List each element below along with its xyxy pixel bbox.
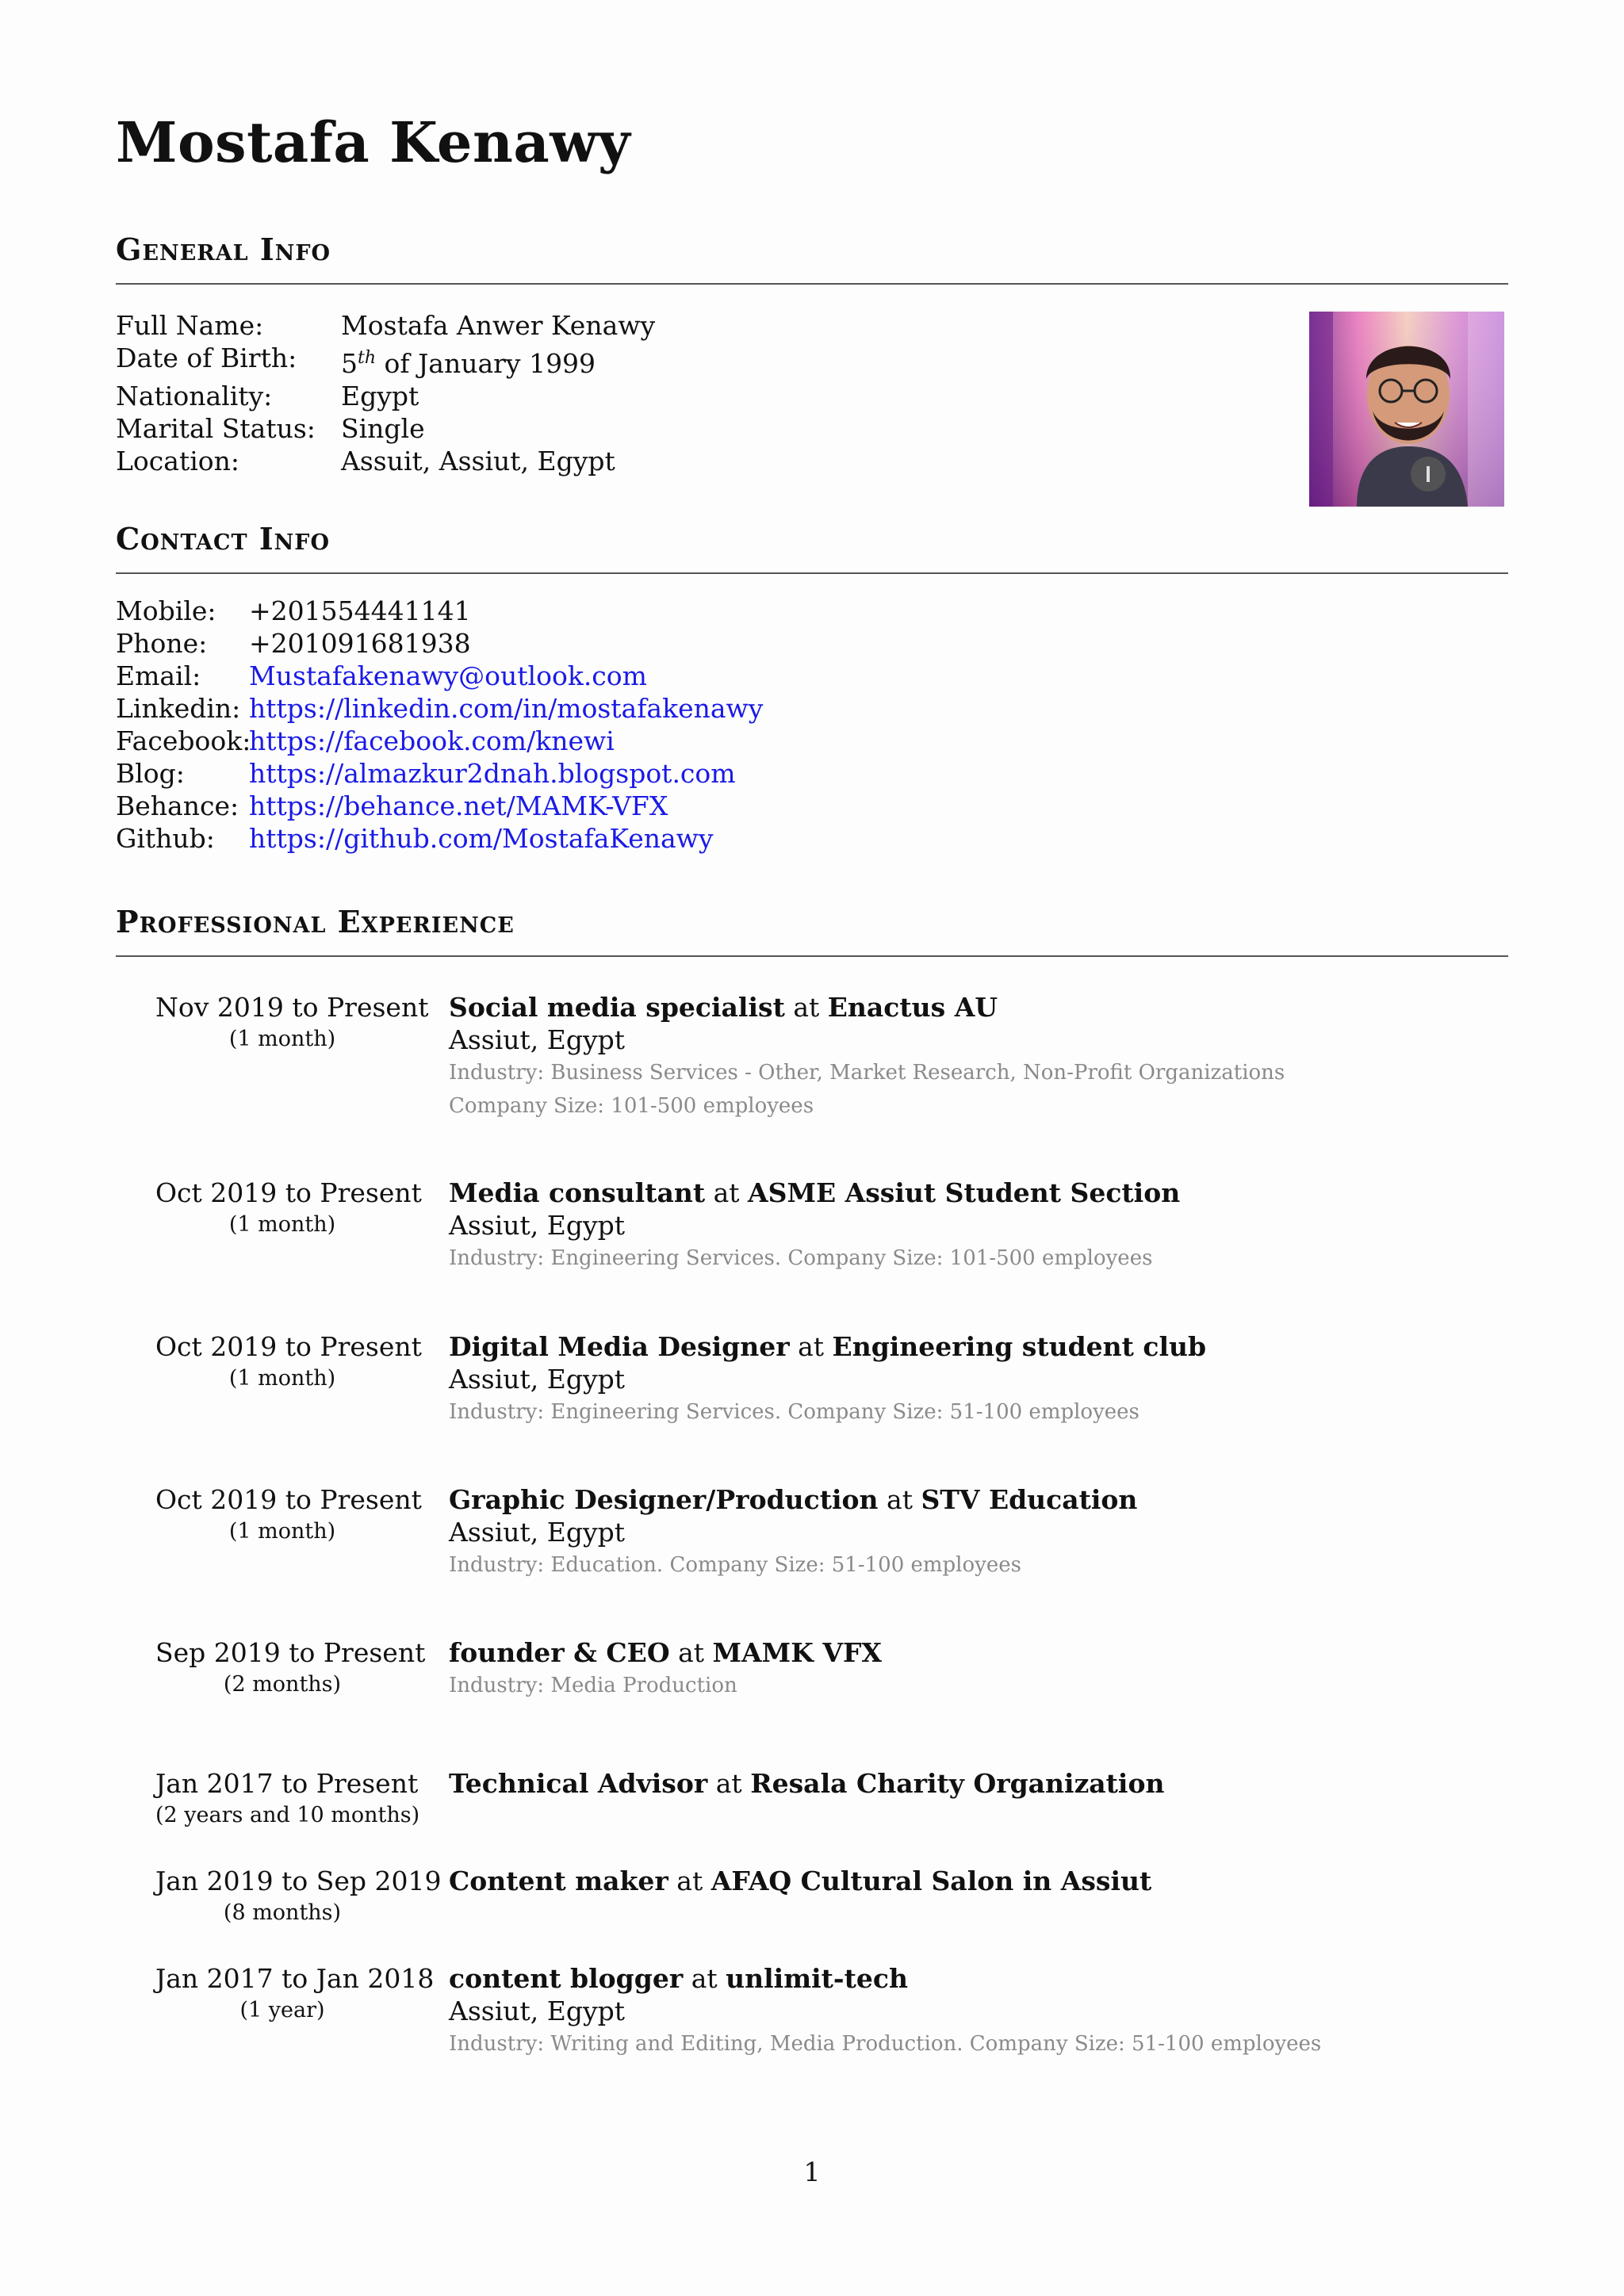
field-label: Phone: (116, 628, 208, 659)
job-duration: (1 month) (228, 1212, 336, 1237)
job-date-range: Jan 2017 to Jan 2018 (155, 1963, 435, 1994)
job-date-range: Oct 2019 to Present (155, 1484, 422, 1515)
job-connector: at (676, 1866, 703, 1896)
field-label: Mobile: (116, 595, 216, 626)
job-company: unlimit-tech (726, 1963, 908, 1994)
job-company-size: Company Size: 101-500 employees (449, 1094, 814, 1118)
job-details (449, 1962, 1321, 2061)
linkedin-link[interactable]: https://linkedin.com/in/mostafakenawy (249, 693, 764, 724)
job-role: Content maker (449, 1866, 668, 1896)
contact-row (116, 790, 763, 822)
email-link[interactable]: Mustafakenawy@outlook.com (249, 660, 647, 691)
job-company: Engineering student club (832, 1331, 1207, 1362)
field-label: Facebook: (116, 725, 251, 756)
job-title-line (449, 1865, 1151, 1897)
field-label: Date of Birth: (116, 342, 297, 373)
job-connector: at (713, 1177, 740, 1208)
job-location: Assiut, Egypt (449, 1364, 625, 1395)
job-date-range: Oct 2019 to Present (155, 1177, 422, 1208)
job-role: content blogger (449, 1963, 684, 1994)
job-title-line (449, 1767, 1164, 1800)
contact-row (116, 757, 763, 790)
job-industry: Industry: Media Production (449, 1674, 737, 1697)
job-role: Digital Media Designer (449, 1331, 790, 1362)
field-label: Marital Status: (116, 413, 316, 444)
job-details (449, 1767, 1164, 1800)
job-title-line (449, 1483, 1137, 1516)
job-title-line (449, 1177, 1180, 1209)
job-role: founder & CEO (449, 1637, 670, 1668)
job-company: MAMK VFX (712, 1637, 882, 1668)
job-details (449, 991, 1285, 1123)
field-value: Assuit, Assiut, Egypt (341, 446, 615, 476)
field-label: Linkedin: (116, 693, 241, 724)
contact-row (116, 660, 763, 692)
job-details (449, 1330, 1206, 1429)
job-duration: (8 months) (223, 1900, 342, 1925)
general-info-list (116, 309, 655, 477)
job-title-line (449, 1330, 1206, 1363)
job-industry: Industry: Engineering Services. Company Size: 101-500 employees (449, 1246, 1153, 1270)
job-role: Graphic Designer/Production (449, 1484, 879, 1515)
page-number: 1 (803, 2156, 821, 2187)
job-duration: (2 months) (223, 1672, 342, 1697)
general-info-heading: General Info (116, 232, 331, 267)
general-row (116, 380, 655, 412)
contact-row (116, 692, 763, 725)
behance-link[interactable]: https://behance.net/MAMK-VFX (249, 790, 668, 821)
job-industry: Industry: Education. Company Size: 51-100 employees (449, 1553, 1021, 1577)
general-row (116, 445, 655, 477)
job-industry: Industry: Business Services - Other, Market Research, Non-Profit Organizations (449, 1061, 1285, 1085)
job-details (449, 1636, 882, 1702)
facebook-link[interactable]: https://facebook.com/knewi (249, 725, 615, 756)
field-value: Egypt (341, 381, 419, 411)
field-label: Location: (116, 446, 239, 476)
job-title-line (449, 1636, 882, 1669)
job-location: Assiut, Egypt (449, 1024, 625, 1055)
job-title-line (449, 991, 1285, 1024)
job-details (449, 1483, 1137, 1582)
section-divider (116, 572, 1508, 574)
job-connector: at (678, 1637, 705, 1668)
birth-month-year: of January 1999 (376, 348, 596, 379)
field-label: Github: (116, 823, 215, 854)
job-role: Social media specialist (449, 992, 785, 1023)
job-details (449, 1865, 1151, 1897)
profile-photo-image (1309, 312, 1504, 507)
field-label: Full Name: (116, 310, 264, 341)
job-duration: (1 year) (239, 1998, 325, 2022)
job-location: Assiut, Egypt (449, 1996, 625, 2026)
github-link[interactable]: https://github.com/MostafaKenawy (249, 823, 714, 854)
contact-row (116, 822, 763, 855)
job-location: Assiut, Egypt (449, 1517, 625, 1548)
birth-day-suffix: th (358, 348, 377, 368)
job-duration: (1 month) (228, 1027, 336, 1051)
job-date-range: Sep 2019 to Present (155, 1637, 426, 1668)
general-row (116, 309, 655, 342)
job-location: Assiut, Egypt (449, 1210, 625, 1241)
section-divider (116, 283, 1508, 285)
job-company: ASME Assiut Student Section (748, 1177, 1181, 1208)
job-date-range: Jan 2017 to Present (155, 1768, 419, 1799)
job-details (449, 1177, 1180, 1275)
job-connector: at (715, 1768, 742, 1799)
blog-link[interactable]: https://almazkur2dnah.blogspot.com (249, 758, 736, 789)
general-row (116, 412, 655, 445)
job-company: Enactus AU (827, 992, 998, 1023)
contact-info-heading: Contact Info (116, 521, 330, 557)
job-connector: at (887, 1484, 913, 1515)
mobile-value: +201554441141 (249, 595, 471, 626)
contact-row (116, 627, 763, 660)
section-divider (116, 955, 1508, 957)
field-value (341, 342, 596, 380)
phone-value: +201091681938 (249, 628, 471, 659)
contact-row (116, 595, 763, 627)
job-connector: at (691, 1963, 718, 1994)
profile-photo (1309, 312, 1504, 507)
job-duration: (2 years and 10 months) (155, 1803, 420, 1827)
job-role: Technical Advisor (449, 1768, 708, 1799)
job-duration: (1 month) (228, 1366, 336, 1391)
job-company: AFAQ Cultural Salon in Assiut (710, 1866, 1152, 1896)
field-value: Mostafa Anwer Kenawy (341, 310, 656, 341)
job-date-range: Jan 2019 to Sep 2019 (155, 1866, 442, 1896)
person-name: Mostafa Kenawy (116, 109, 631, 175)
field-label: Nationality: (116, 381, 273, 411)
job-company: STV Education (921, 1484, 1138, 1515)
job-title-line (449, 1962, 1321, 1995)
job-role: Media consultant (449, 1177, 706, 1208)
field-label: Behance: (116, 790, 239, 821)
job-connector: at (798, 1331, 825, 1362)
contact-info-list (116, 595, 763, 855)
birth-day: 5 (341, 348, 358, 379)
job-date-range: Oct 2019 to Present (155, 1331, 422, 1362)
job-industry: Industry: Writing and Editing, Media Production. Company Size: 51-100 employees (449, 2032, 1322, 2056)
job-duration: (1 month) (228, 1519, 336, 1544)
job-industry: Industry: Engineering Services. Company Size: 51-100 employees (449, 1400, 1139, 1424)
field-value: Single (341, 413, 425, 444)
experience-heading: Professional Experience (116, 904, 515, 939)
job-company: Resala Charity Organization (750, 1768, 1165, 1799)
field-label: Blog: (116, 758, 185, 789)
job-date-range: Nov 2019 to Present (155, 992, 429, 1023)
job-connector: at (793, 992, 820, 1023)
field-label: Email: (116, 660, 201, 691)
general-row (116, 342, 655, 380)
contact-row (116, 725, 763, 757)
